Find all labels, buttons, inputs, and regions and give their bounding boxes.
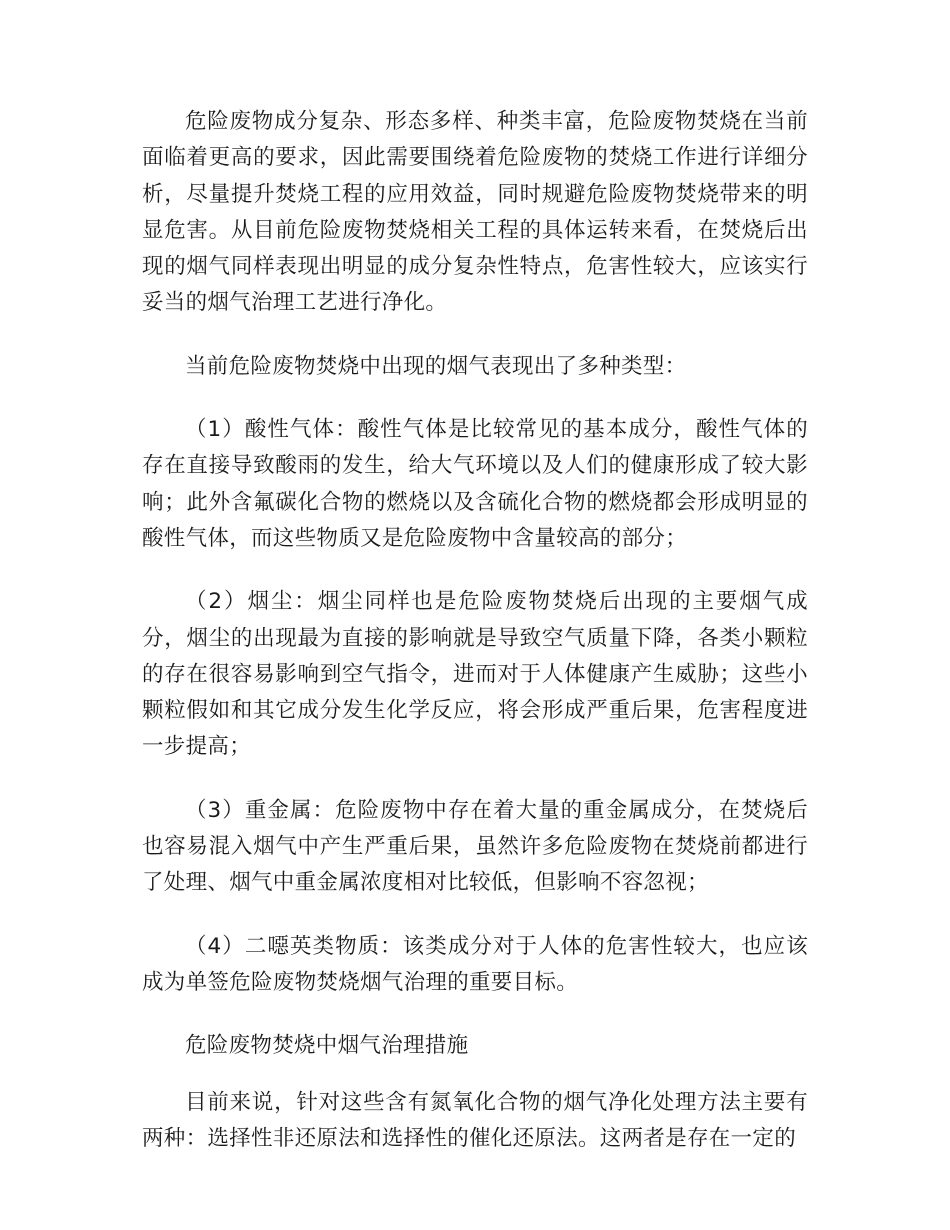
document-body xyxy=(142,104,808,1184)
paragraph-dioxin: （4）二噁英类物质：该类成分对于人体的危害性较大，也应该成为单签危险废物焚烧烟气治理的重要目标。 xyxy=(142,933,808,995)
paragraph-intro: 危险废物成分复杂、形态多样、种类丰富，危险废物焚烧在当前面临着更高的要求，因此需要围绕着危险废物的焚烧工作进行详细分析，尽量提升焚烧工程的应用效益，同时规避危险废物焚烧带来的明显危害。从目前危险废物焚烧相关工程的具体运转来看，在焚烧后出现的烟气同样表现出明显的成分复杂性特点，危害性较大，应该实行妥当的烟气治理工艺进行净化。 xyxy=(142,109,808,316)
section-heading-measures: 危险废物焚烧中烟气治理措施 xyxy=(185,1033,469,1059)
paragraph-acid-gas: （1）酸性气体：酸性气体是比较常见的基本成分，酸性气体的存在直接导致酸雨的发生，给大气环境以及人们的健康形成了较大影响；此外含氟碳化合物的燃烧以及含硫化合物的燃烧都会形成明显的酸性气体，而这些物质又是危险废物中含量较高的部分； xyxy=(142,417,808,551)
paragraph-types-lead: 当前危险废物焚烧中出现的烟气表现出了多种类型： xyxy=(185,353,687,379)
paragraph-heavy-metal: （3）重金属：危险废物中存在着大量的重金属成分，在焚烧后也容易混入烟气中产生严重后果，虽然许多危险废物在焚烧前都进行了处理、烟气中重金属浓度相对比较低，但影响不容忽视； xyxy=(142,797,808,896)
paragraph-nox-methods: 目前来说，针对这些含有氮氧化合物的烟气净化处理方法主要有两种：选择性非还原法和选择性的催化还原法。这两者是存在一定的 xyxy=(142,1089,808,1151)
paragraph-smoke-dust: （2）烟尘：烟尘同样也是危险废物焚烧后出现的主要烟气成分，烟尘的出现最为直接的影响就是导致空气质量下降，各类小颗粒的存在很容易影响到空气指令，进而对于人体健康产生威胁；这些小颗粒假如和其它成分发生化学反应，将会形成严重后果，危害程度进一步提高； xyxy=(142,589,808,760)
